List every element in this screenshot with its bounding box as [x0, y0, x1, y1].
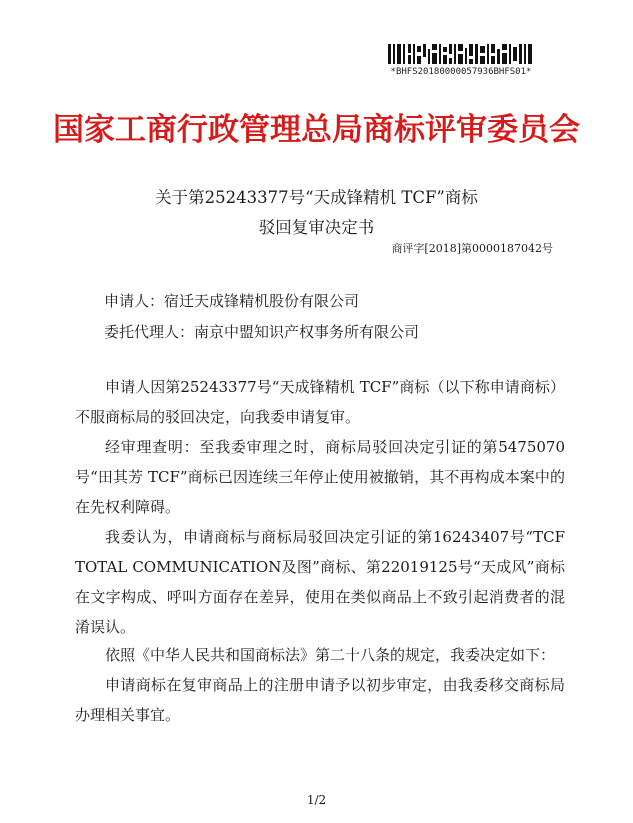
paragraph-legal-basis: 依照《中华人民共和国商标法》第二十八条的规定，我委决定如下：: [105, 646, 556, 664]
paragraph-application: 申请人因第25243377号“天成锋精机 TCF”商标（以下称申请商标）不服商标局的驳回决定，向我委申请复审。: [75, 378, 565, 426]
document-title-line-2: 驳回复审决定书: [258, 218, 375, 237]
paragraph-decision: 申请商标在复审商品上的注册申请予以初步审定，由我委移交商标局办理相关事宜。: [75, 676, 565, 724]
document-title-line-1: 关于第25243377号“天成锋精机 TCF”商标: [155, 188, 478, 207]
barcode-number: *BHFS20180000057936BHFS01*: [390, 67, 532, 77]
paragraph-opinion: 我委认为，申请商标与商标局驳回决定引证的第16243407号“TCF TOTAL COMMUNICATION及图”商标、第22019125号“天成风”商标在文字构成、呼叫方面存在差异，使用在类似商品上不致引起消费者的混淆误认。: [75, 528, 565, 636]
barcode-graphic: [388, 44, 534, 64]
organization-header: 国家工商行政管理总局商标评审委员会: [53, 112, 580, 148]
paragraph-findings: 经审理查明：至我委审理之时，商标局驳回决定引证的第5475070号“田其芳 TCF”商标已因连续三年停止使用被撤销，其不再构成本案中的在先权利障碍。: [75, 438, 565, 516]
reference-number: 商评字[2018]第0000187042号: [391, 242, 553, 255]
page-number: 1/2: [306, 793, 327, 807]
agent-line: 委托代理人：南京中盟知识产权事务所有限公司: [104, 323, 420, 341]
applicant-line: 申请人：宿迁天成锋精机股份有限公司: [104, 292, 360, 310]
